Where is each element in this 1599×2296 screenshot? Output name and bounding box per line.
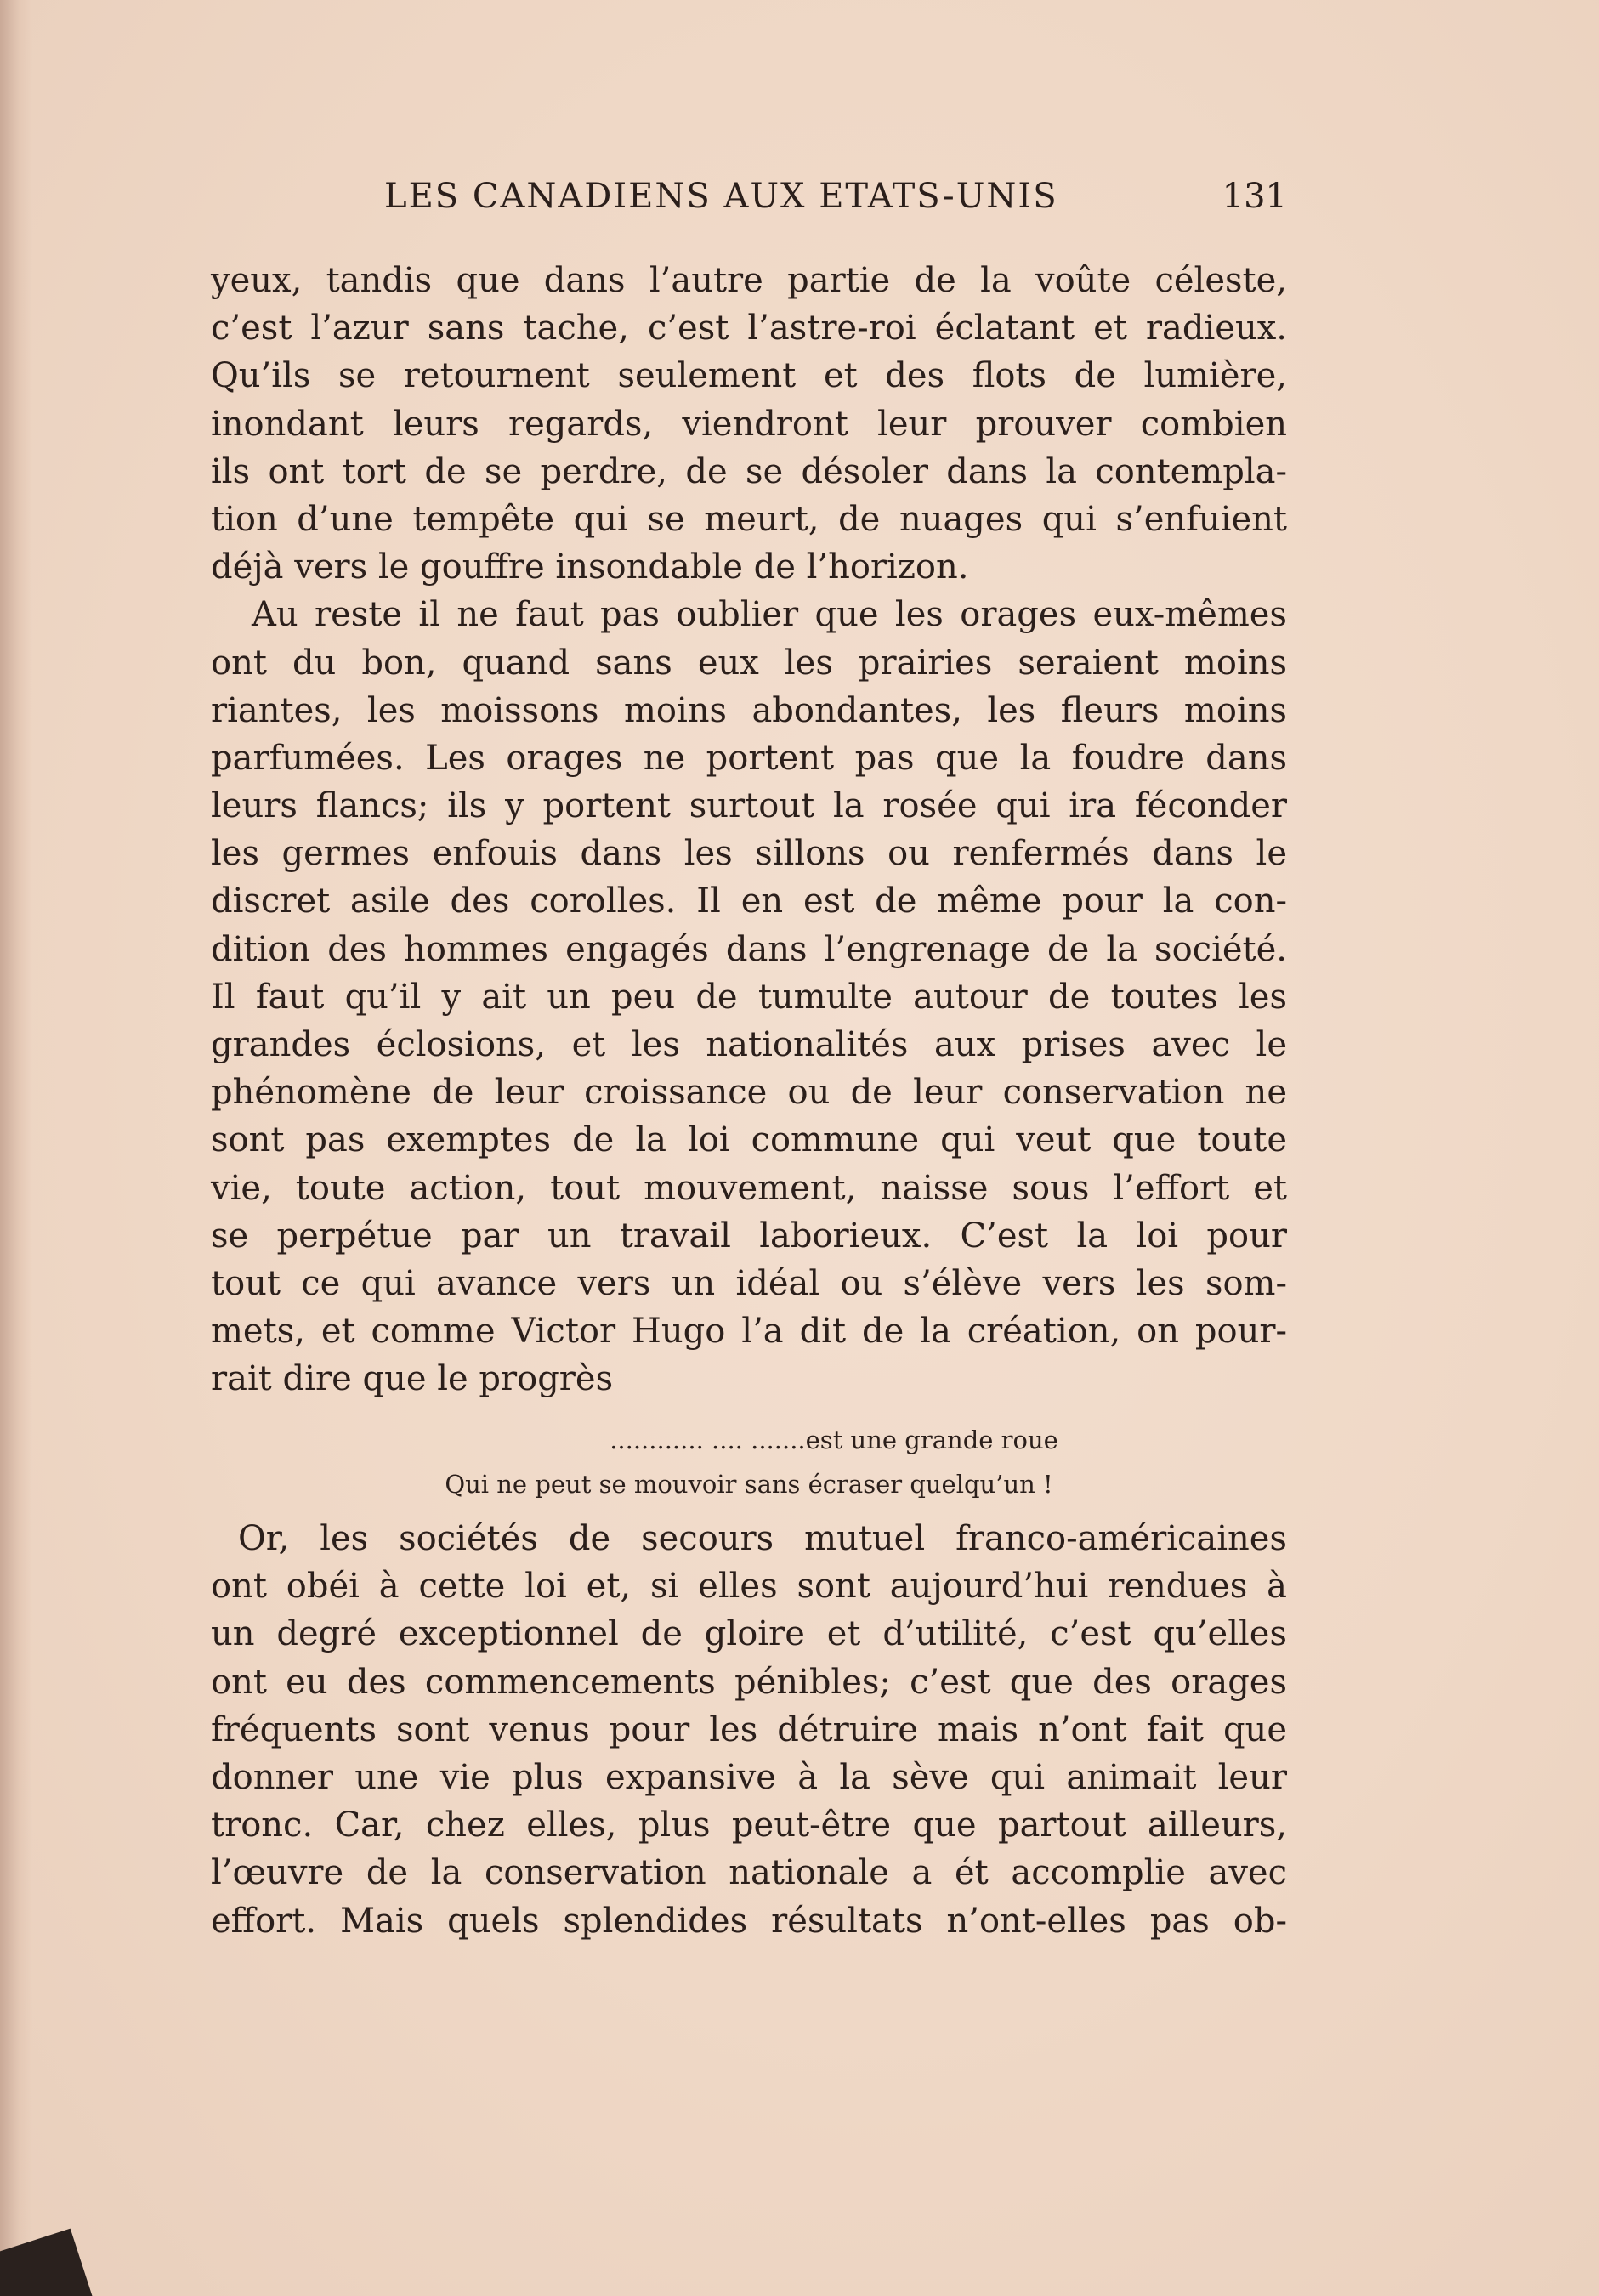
running-title: LES CANADIENS AUX ETATS-UNIS bbox=[384, 177, 1058, 216]
text-line: sont pas exemptes de la loi commune qui veut que toute bbox=[211, 1120, 1287, 1160]
main-text-block bbox=[211, 257, 1287, 1403]
text-line: parfumées. Les orages ne portent pas que la foudre dans bbox=[211, 738, 1287, 778]
text-line: Au reste il ne faut pas oublier que les orages eux-mêmes bbox=[252, 595, 1287, 635]
text-line: Il faut qu’il y ait un peu de tumulte autour de toutes les bbox=[211, 977, 1287, 1017]
text-line: un degré exceptionnel de gloire et d’utilité, c’est qu’elles bbox=[211, 1614, 1287, 1654]
text-line: tion d’une tempête qui se meurt, de nuages qui s’enfuient bbox=[211, 499, 1287, 539]
text-line: ont du bon, quand sans eux les prairies seraient moins bbox=[211, 643, 1287, 683]
paragraph-2 bbox=[211, 591, 1287, 1403]
text-line: tronc. Car, chez elles, plus peut-être que partout ailleurs, bbox=[211, 1806, 1287, 1845]
text-line: inondant leurs regards, viendront leur prouver combien bbox=[211, 404, 1287, 444]
text-line: rait dire que le progrès bbox=[211, 1359, 614, 1399]
text-line: les germes enfouis dans les sillons ou renfermés dans le bbox=[211, 834, 1287, 874]
text-line: déjà vers le gouffre insondable de l’horizon. bbox=[211, 547, 969, 587]
text-line: discret asile des corolles. Il en est de même pour la con- bbox=[211, 882, 1287, 921]
text-line: mets, et comme Victor Hugo l’a dit de la création, on pour- bbox=[211, 1312, 1287, 1352]
quote-line: Qui ne peut se mouvoir sans écraser quelqu’un ! bbox=[445, 1470, 1053, 1499]
quote-line: ............ .... .......est une grande roue bbox=[610, 1426, 1058, 1454]
text-line: ils ont tort de se perdre, de se désoler dans la contempla- bbox=[211, 451, 1287, 491]
text-line: Or, les sociétés de secours mutuel franco-américaines bbox=[238, 1519, 1287, 1558]
gutter-shadow bbox=[0, 0, 32, 2296]
text-line: donner une vie plus expansive à la sève qui animait leur bbox=[211, 1757, 1287, 1797]
text-line: ont obéi à cette loi et, si elles sont aujourd’hui rendues à bbox=[211, 1567, 1287, 1607]
text-line: phénomène de leur croissance ou de leur conservation ne bbox=[211, 1073, 1287, 1113]
text-line: Qu’ils se retournent seulement et des flots de lumière, bbox=[211, 356, 1287, 396]
verse-quotation bbox=[211, 1418, 1287, 1506]
text-line: se perpétue par un travail laborieux. C’est la loi pour bbox=[211, 1216, 1287, 1256]
paragraph-3 bbox=[211, 1515, 1287, 1945]
text-line: yeux, tandis que dans l’autre partie de la voûte céleste, bbox=[211, 261, 1287, 300]
text-line: riantes, les moissons moins abondantes, les fleurs moins bbox=[211, 690, 1287, 730]
text-line: c’est l’azur sans tache, c’est l’astre-roi éclatant et radieux. bbox=[211, 309, 1287, 349]
text-line: leurs flancs; ils y portent surtout la rosée qui ira féconder bbox=[211, 786, 1287, 826]
page-number: 131 bbox=[1222, 177, 1287, 216]
text-line: l’œuvre de la conservation nationale a ét accomplie avec bbox=[211, 1853, 1287, 1893]
page-header bbox=[384, 177, 1287, 228]
paragraph-1 bbox=[211, 257, 1287, 591]
text-line: vie, toute action, tout mouvement, naisse sous l’effort et bbox=[211, 1168, 1287, 1208]
text-line: tout ce qui avance vers un idéal ou s’élève vers les som- bbox=[211, 1263, 1287, 1303]
text-line: grandes éclosions, et les nationalités aux prises avec le bbox=[211, 1025, 1287, 1064]
text-line: ont eu des commencements pénibles; c’est que des orages bbox=[211, 1662, 1287, 1702]
text-line: effort. Mais quels splendides résultats n’ont-elles pas ob- bbox=[211, 1901, 1287, 1941]
text-line: dition des hommes engagés dans l’engrenage de la société. bbox=[211, 929, 1287, 969]
text-line: fréquents sont venus pour les détruire mais n’ont fait que bbox=[211, 1709, 1287, 1749]
